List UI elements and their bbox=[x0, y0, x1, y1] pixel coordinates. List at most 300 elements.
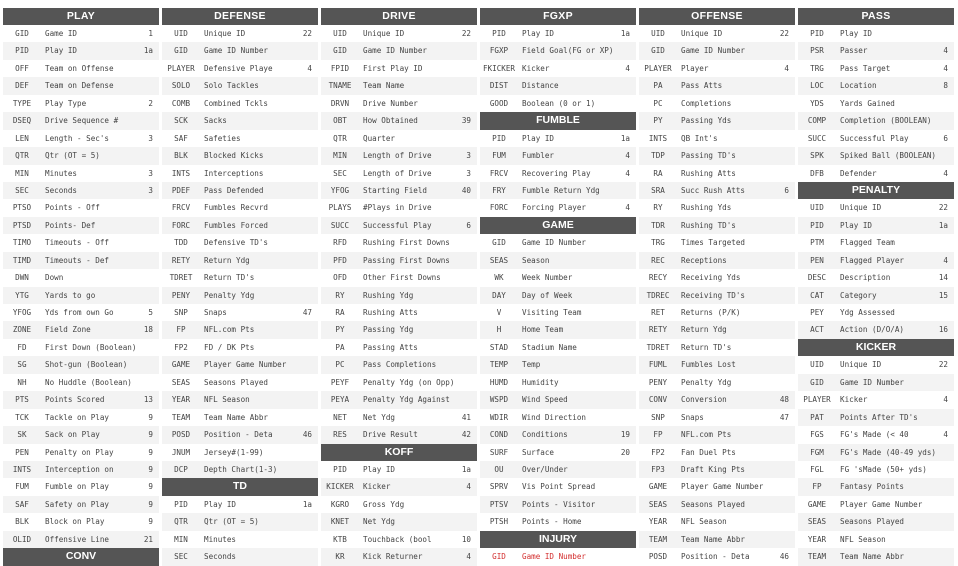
field-code: INTS bbox=[648, 133, 668, 143]
field-description: Passer bbox=[840, 46, 868, 56]
field-description: Game ID Number bbox=[204, 46, 269, 56]
field-code: TDRET bbox=[646, 342, 670, 352]
table-column bbox=[162, 8, 318, 566]
field-code: DESC bbox=[807, 273, 827, 283]
field-code: FP bbox=[812, 482, 822, 492]
field-ref-number: 1 bbox=[148, 29, 153, 38]
field-description: First Down (Boolean) bbox=[45, 342, 137, 352]
table-rows bbox=[162, 496, 318, 566]
table-row bbox=[162, 444, 318, 461]
table-rows bbox=[480, 25, 636, 112]
table-row bbox=[162, 548, 318, 565]
field-description: FG 'sMade (50+ yds) bbox=[840, 464, 927, 474]
field-code: PID bbox=[492, 29, 506, 38]
field-code: TIMD bbox=[12, 255, 32, 265]
field-code: SUCC bbox=[807, 133, 827, 143]
field-description: Receiving Yds bbox=[681, 273, 741, 283]
field-code: PDEF bbox=[171, 185, 191, 195]
table-row bbox=[321, 478, 477, 495]
table-row bbox=[321, 25, 477, 42]
field-code: ZONE bbox=[12, 325, 32, 335]
table-row bbox=[162, 321, 318, 338]
table-row bbox=[162, 77, 318, 94]
field-code: DSEQ bbox=[12, 116, 32, 126]
table-row bbox=[162, 25, 318, 42]
field-description: Rushing Yds bbox=[681, 203, 732, 213]
field-description: Pass Defended bbox=[204, 185, 264, 195]
field-description: Seconds bbox=[204, 552, 237, 562]
table-row bbox=[639, 269, 795, 286]
field-code: REC bbox=[651, 255, 665, 265]
field-description: Forcing Player bbox=[522, 203, 587, 213]
table-row bbox=[798, 391, 954, 408]
field-code: SUCC bbox=[330, 220, 350, 230]
field-description: Team on Defense bbox=[45, 81, 114, 91]
field-ref-number: 4 bbox=[943, 168, 948, 178]
field-description: Unique ID bbox=[840, 203, 882, 213]
field-ref-number: 41 bbox=[461, 412, 471, 422]
field-code: GID bbox=[492, 552, 506, 562]
field-ref-number: 4 bbox=[625, 168, 630, 178]
field-description: Pass Completions bbox=[363, 360, 437, 370]
table-row bbox=[639, 513, 795, 530]
table-row bbox=[3, 496, 159, 513]
field-code: TDREC bbox=[646, 290, 670, 300]
field-description: Player bbox=[681, 63, 709, 73]
field-code: LOC bbox=[810, 81, 824, 91]
field-description: Receptions bbox=[681, 255, 727, 265]
field-code: PEN bbox=[15, 447, 29, 457]
field-description: Shot-gun (Boolean) bbox=[45, 360, 128, 370]
field-code: TCK bbox=[15, 412, 29, 422]
field-description: Passing Yds bbox=[681, 116, 732, 126]
field-code: FUML bbox=[648, 360, 668, 370]
table-row bbox=[798, 25, 954, 42]
table-header: PENALTY bbox=[798, 182, 954, 199]
field-description: Combined Tckls bbox=[204, 98, 269, 108]
field-code: SNP bbox=[651, 412, 665, 422]
field-code: OFD bbox=[333, 273, 347, 283]
field-description: First Play ID bbox=[363, 63, 423, 73]
field-description: Completions bbox=[681, 98, 732, 108]
field-ref-number: 22 bbox=[302, 29, 312, 38]
table-row bbox=[639, 130, 795, 147]
table-row bbox=[162, 374, 318, 391]
field-ref-number: 47 bbox=[302, 308, 312, 317]
field-description: Kick Returner bbox=[363, 552, 423, 562]
table-row bbox=[639, 478, 795, 495]
field-description: Seconds bbox=[45, 185, 78, 195]
field-description: NFL.com Pts bbox=[204, 325, 255, 335]
table-row bbox=[798, 112, 954, 129]
field-description: Rushing TD's bbox=[681, 220, 736, 230]
field-ref-number: 15 bbox=[938, 290, 948, 300]
field-code: PC bbox=[653, 98, 663, 108]
field-description: Defender bbox=[840, 168, 877, 178]
field-ref-number: 9 bbox=[148, 447, 153, 457]
field-code: SCK bbox=[174, 116, 188, 126]
table-row bbox=[798, 42, 954, 59]
field-description: Pass Target bbox=[840, 63, 891, 73]
field-code: FP bbox=[653, 430, 663, 440]
field-code: FP2 bbox=[174, 342, 188, 352]
table-row bbox=[639, 374, 795, 391]
field-code: FPID bbox=[330, 63, 350, 73]
field-code: FP bbox=[176, 325, 186, 335]
field-ref-number: 16 bbox=[938, 325, 948, 335]
field-description: Team Name bbox=[363, 81, 405, 91]
table-row bbox=[480, 25, 636, 42]
field-ref-number: 14 bbox=[938, 273, 948, 283]
table-row bbox=[162, 269, 318, 286]
field-description: Game ID Number bbox=[522, 552, 587, 562]
table-row bbox=[480, 461, 636, 478]
table-row bbox=[480, 42, 636, 59]
field-code: TIMO bbox=[12, 238, 32, 248]
table-row bbox=[798, 444, 954, 461]
field-code: STAD bbox=[489, 342, 509, 352]
field-code: V bbox=[496, 308, 502, 317]
table-row bbox=[162, 409, 318, 426]
field-code: YEAR bbox=[171, 395, 191, 405]
field-description: QB Int's bbox=[681, 133, 718, 143]
field-code: KTB bbox=[333, 534, 347, 544]
field-code: KR bbox=[335, 552, 345, 562]
table-row bbox=[162, 217, 318, 234]
field-code: TRG bbox=[810, 63, 824, 73]
table-row bbox=[639, 252, 795, 269]
field-ref-number: 4 bbox=[307, 63, 312, 73]
field-description: Week Number bbox=[522, 273, 573, 283]
table-row bbox=[3, 234, 159, 251]
table-row bbox=[480, 269, 636, 286]
field-description: Return Ydg bbox=[204, 255, 250, 265]
table-row bbox=[321, 391, 477, 408]
field-description: Team Name Abbr bbox=[840, 552, 905, 562]
table-row bbox=[639, 77, 795, 94]
field-code: TYPE bbox=[12, 98, 32, 108]
table-row bbox=[162, 147, 318, 164]
table-row bbox=[3, 444, 159, 461]
field-description: Position - Deta bbox=[681, 552, 750, 562]
field-code: RA bbox=[335, 308, 345, 317]
field-code: TDP bbox=[651, 151, 665, 161]
field-ref-number: 4 bbox=[943, 46, 948, 56]
table-row bbox=[798, 217, 954, 234]
field-ref-number: 2 bbox=[148, 98, 153, 108]
field-code: DWN bbox=[15, 273, 29, 283]
table-row bbox=[480, 77, 636, 94]
field-description: Player Game Number bbox=[204, 360, 287, 370]
table-row bbox=[3, 95, 159, 112]
field-description: FG's Made (< 40 bbox=[840, 430, 909, 440]
field-code: PEYA bbox=[330, 395, 350, 405]
field-description: Kicker bbox=[522, 63, 550, 73]
table-row bbox=[162, 426, 318, 443]
field-code: FGXP bbox=[489, 46, 509, 56]
field-code: OFF bbox=[15, 63, 29, 73]
field-code: CONV bbox=[648, 395, 668, 405]
field-ref-number: 18 bbox=[143, 325, 153, 335]
table-row bbox=[639, 182, 795, 199]
field-code: GAME bbox=[807, 499, 827, 509]
field-description: Return TD's bbox=[204, 273, 255, 283]
field-description: Play ID bbox=[522, 29, 555, 38]
field-code: PID bbox=[810, 220, 824, 230]
field-code: H bbox=[496, 325, 502, 335]
table-rows bbox=[639, 25, 795, 566]
table-row bbox=[3, 374, 159, 391]
field-code: WSPD bbox=[489, 395, 509, 405]
table-row bbox=[162, 60, 318, 77]
table-row bbox=[798, 426, 954, 443]
field-description: Play ID bbox=[840, 220, 873, 230]
table-row bbox=[3, 426, 159, 443]
table-row bbox=[480, 444, 636, 461]
table-row bbox=[162, 287, 318, 304]
field-code: RY bbox=[335, 290, 345, 300]
field-code: YDS bbox=[810, 98, 824, 108]
field-code: TEAM bbox=[171, 412, 191, 422]
field-code: FGM bbox=[810, 447, 824, 457]
table-row bbox=[321, 130, 477, 147]
table-row bbox=[3, 199, 159, 216]
field-code: FKICKER bbox=[482, 63, 515, 73]
field-code: SPRV bbox=[489, 482, 509, 492]
field-description: Game ID Number bbox=[840, 377, 905, 387]
field-code: YEAR bbox=[807, 534, 827, 544]
field-code: CAT bbox=[810, 290, 824, 300]
table-row bbox=[162, 252, 318, 269]
field-description: FG's Made (40-49 yds) bbox=[840, 447, 937, 457]
table-row bbox=[798, 496, 954, 513]
field-code: PENY bbox=[171, 290, 191, 300]
field-ref-number: 42 bbox=[461, 430, 471, 440]
field-code: GAME bbox=[171, 360, 191, 370]
field-description: Touchback (bool bbox=[363, 534, 432, 544]
field-description: Wind Direction bbox=[522, 412, 587, 422]
table-row bbox=[798, 60, 954, 77]
table-row bbox=[639, 496, 795, 513]
table-row bbox=[798, 287, 954, 304]
field-description: Unique ID bbox=[681, 29, 723, 38]
field-description: Conversion bbox=[681, 395, 727, 405]
field-description: Net Ydg bbox=[363, 517, 396, 527]
field-code: BLK bbox=[15, 517, 29, 527]
field-ref-number: 4 bbox=[943, 63, 948, 73]
field-code: PID bbox=[810, 29, 824, 38]
field-code: PA bbox=[335, 342, 345, 352]
field-description: Day of Week bbox=[522, 290, 573, 300]
table-row bbox=[639, 391, 795, 408]
field-code: INTS bbox=[171, 168, 191, 178]
table-row bbox=[798, 356, 954, 373]
field-description: Penalty Ydg bbox=[681, 377, 732, 387]
field-ref-number: 4 bbox=[943, 395, 948, 405]
table-row bbox=[480, 356, 636, 373]
field-description: #Plays in Drive bbox=[363, 203, 432, 213]
field-code: PENY bbox=[648, 377, 668, 387]
field-description: Category bbox=[840, 290, 877, 300]
field-description: Unique ID bbox=[840, 360, 882, 370]
field-code: PC bbox=[335, 360, 345, 370]
table-row bbox=[639, 25, 795, 42]
field-ref-number: 4 bbox=[943, 430, 948, 440]
field-code: LEN bbox=[15, 133, 29, 143]
field-code: PAT bbox=[810, 412, 824, 422]
field-code: YFOG bbox=[330, 185, 350, 195]
field-description: Blocked Kicks bbox=[204, 151, 264, 161]
field-code: UID bbox=[333, 29, 347, 38]
field-description: Visiting Team bbox=[522, 308, 582, 317]
field-code: SG bbox=[17, 360, 27, 370]
field-description: Vis Point Spread bbox=[522, 482, 596, 492]
field-description: Fan Duel Pts bbox=[681, 447, 736, 457]
field-code: DFB bbox=[810, 168, 824, 178]
field-description: NFL Season bbox=[681, 517, 727, 527]
field-ref-number: 47 bbox=[779, 412, 789, 422]
field-description: Play Type bbox=[45, 98, 87, 108]
field-description: Sack on Play bbox=[45, 430, 100, 440]
field-description: Flagged Player bbox=[840, 255, 905, 265]
field-description: Player Game Number bbox=[681, 482, 764, 492]
field-code: DRVN bbox=[330, 98, 350, 108]
table-header: PLAY bbox=[3, 8, 159, 25]
field-ref-number: 6 bbox=[943, 133, 948, 143]
table-header: INJURY bbox=[480, 531, 636, 548]
field-description: Return TD's bbox=[681, 342, 732, 352]
table-column bbox=[798, 8, 954, 566]
table-header: TD bbox=[162, 478, 318, 495]
table-rows bbox=[798, 25, 954, 182]
field-description: Fantasy Points bbox=[840, 482, 905, 492]
table-row bbox=[480, 426, 636, 443]
field-ref-number: 22 bbox=[938, 203, 948, 213]
table-row bbox=[480, 548, 636, 565]
table-row bbox=[321, 409, 477, 426]
field-description: Block on Play bbox=[45, 517, 105, 527]
field-description: Minutes bbox=[45, 168, 78, 178]
table-row bbox=[798, 234, 954, 251]
field-code: PID bbox=[15, 46, 29, 56]
field-description: Points Scored bbox=[45, 395, 105, 405]
table-row bbox=[798, 252, 954, 269]
table-column bbox=[480, 8, 636, 566]
field-description: Surface bbox=[522, 447, 555, 457]
table-rows bbox=[321, 461, 477, 566]
field-description: Fumble Return Ydg bbox=[522, 185, 600, 195]
table-row bbox=[321, 217, 477, 234]
table-row bbox=[3, 130, 159, 147]
field-description: Other First Downs bbox=[363, 273, 441, 283]
field-description: Qtr (OT = 5) bbox=[204, 517, 259, 527]
field-description: Field Goal(FG or XP) bbox=[522, 46, 614, 56]
field-description: Play ID bbox=[522, 133, 555, 143]
field-code: SRA bbox=[651, 185, 665, 195]
table-row bbox=[639, 95, 795, 112]
field-description: Points - Home bbox=[522, 517, 582, 527]
field-description: Defensive Playe bbox=[204, 63, 273, 73]
table-row bbox=[480, 252, 636, 269]
field-code: BLK bbox=[174, 151, 188, 161]
table-header: FUMBLE bbox=[480, 112, 636, 129]
field-ref-number: 1a bbox=[302, 499, 312, 509]
table-row bbox=[162, 461, 318, 478]
field-code: FRCV bbox=[489, 168, 509, 178]
field-ref-number: 3 bbox=[148, 185, 153, 195]
table-row bbox=[480, 409, 636, 426]
field-description: Safety on Play bbox=[45, 499, 110, 509]
field-description: Humidity bbox=[522, 377, 559, 387]
field-code: PEYF bbox=[330, 377, 350, 387]
field-description: No Huddle (Boolean) bbox=[45, 377, 132, 387]
table-row bbox=[321, 374, 477, 391]
table-row bbox=[321, 77, 477, 94]
table-row bbox=[480, 130, 636, 147]
field-description: Successful Play bbox=[363, 220, 432, 230]
field-code: TDD bbox=[174, 238, 188, 248]
field-code: GOOD bbox=[489, 98, 509, 108]
table-row bbox=[480, 391, 636, 408]
field-description: Over/Under bbox=[522, 464, 568, 474]
table-row bbox=[3, 60, 159, 77]
table-row bbox=[162, 42, 318, 59]
field-code: YTG bbox=[15, 290, 29, 300]
table-header: KOFF bbox=[321, 444, 477, 461]
field-description: Drive Sequence # bbox=[45, 116, 119, 126]
field-code: PTM bbox=[810, 238, 824, 248]
table-row bbox=[480, 287, 636, 304]
table-header: OFFENSE bbox=[639, 8, 795, 25]
field-description: Ydg Assessed bbox=[840, 308, 895, 317]
field-description: Team Name Abbr bbox=[204, 412, 269, 422]
field-description: Returns (P/K) bbox=[681, 308, 741, 317]
field-code: KNET bbox=[330, 517, 350, 527]
table-row bbox=[3, 25, 159, 42]
field-ref-number: 3 bbox=[466, 168, 471, 178]
field-code: SEAS bbox=[171, 377, 191, 387]
table-row bbox=[321, 339, 477, 356]
table-row bbox=[321, 60, 477, 77]
table-column bbox=[639, 8, 795, 566]
table-row bbox=[321, 252, 477, 269]
table-row bbox=[3, 42, 159, 59]
field-description: Play ID bbox=[363, 464, 396, 474]
field-description: Passing Ydg bbox=[363, 325, 414, 335]
field-code: DCP bbox=[174, 464, 188, 474]
table-row bbox=[321, 356, 477, 373]
table-row bbox=[480, 321, 636, 338]
field-ref-number: 4 bbox=[466, 482, 471, 492]
table-row bbox=[798, 374, 954, 391]
field-ref-number: 1a bbox=[143, 46, 153, 56]
field-description: NFL Season bbox=[204, 395, 250, 405]
field-code: WDIR bbox=[489, 412, 509, 422]
field-description: Fumbles Lost bbox=[681, 360, 736, 370]
field-code: SK bbox=[17, 430, 27, 440]
field-code: GID bbox=[174, 46, 188, 56]
field-code: GID bbox=[333, 46, 347, 56]
field-code: PA bbox=[653, 81, 663, 91]
field-code: SEC bbox=[15, 185, 29, 195]
field-description: Return Ydg bbox=[681, 325, 727, 335]
table-rows bbox=[798, 356, 954, 565]
field-ref-number: 3 bbox=[148, 133, 153, 143]
field-code: RFD bbox=[333, 238, 347, 248]
table-row bbox=[162, 130, 318, 147]
field-code: PID bbox=[174, 499, 188, 509]
table-row bbox=[480, 165, 636, 182]
